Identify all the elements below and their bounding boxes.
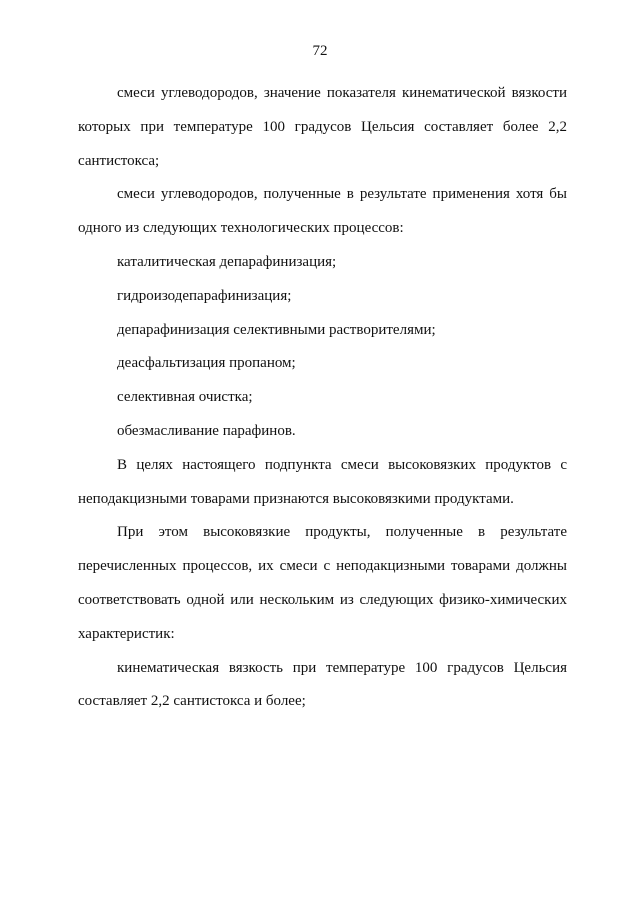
paragraph-process-mixtures: смеси углеводородов, полученные в результате применения хотя бы одного из следующих технологических процессов: (78, 186, 567, 237)
list-item-paraffin-deoiling: обезмасливание парафинов. (117, 422, 296, 439)
list-item-selective-refining: селективная очистка; (117, 389, 253, 406)
paragraph-kinematic-viscosity: кинематическая вязкость при температуре 100 градусов Цельсия составляет 2,2 сантистокса и более; (78, 659, 567, 710)
list-item-solvent-dewaxing: депарафинизация селективными растворителями; (117, 321, 436, 338)
list-item-propane-deasphalting: деасфальтизация пропаном; (117, 355, 296, 372)
paragraph-viscosity-mixtures: смеси углеводородов, значение показателя кинематической вязкости которых при температуре 100 градусов Цельсия составляет более 2,2 сантистокса; (78, 85, 567, 169)
list-item-catalytic-dewaxing: каталитическая депарафинизация; (117, 253, 337, 270)
paragraph-high-viscosity-definition: В целях настоящего подпункта смеси высоковязких продуктов с неподакцизными товарами признаются высоковязкими продуктами. (78, 456, 567, 507)
paragraph-characteristics-requirement: При этом высоковязкие продукты, полученные в результате перечисленных процессов, их смеси с неподакцизными товарами должны соответствовать одной или нескольким из следующих физико-химических характеристик: (78, 524, 567, 642)
page-number: 72 (312, 43, 328, 59)
list-item-hydroisodewaxing: гидроизодепарафинизация; (117, 287, 292, 304)
document-body (78, 77, 567, 719)
